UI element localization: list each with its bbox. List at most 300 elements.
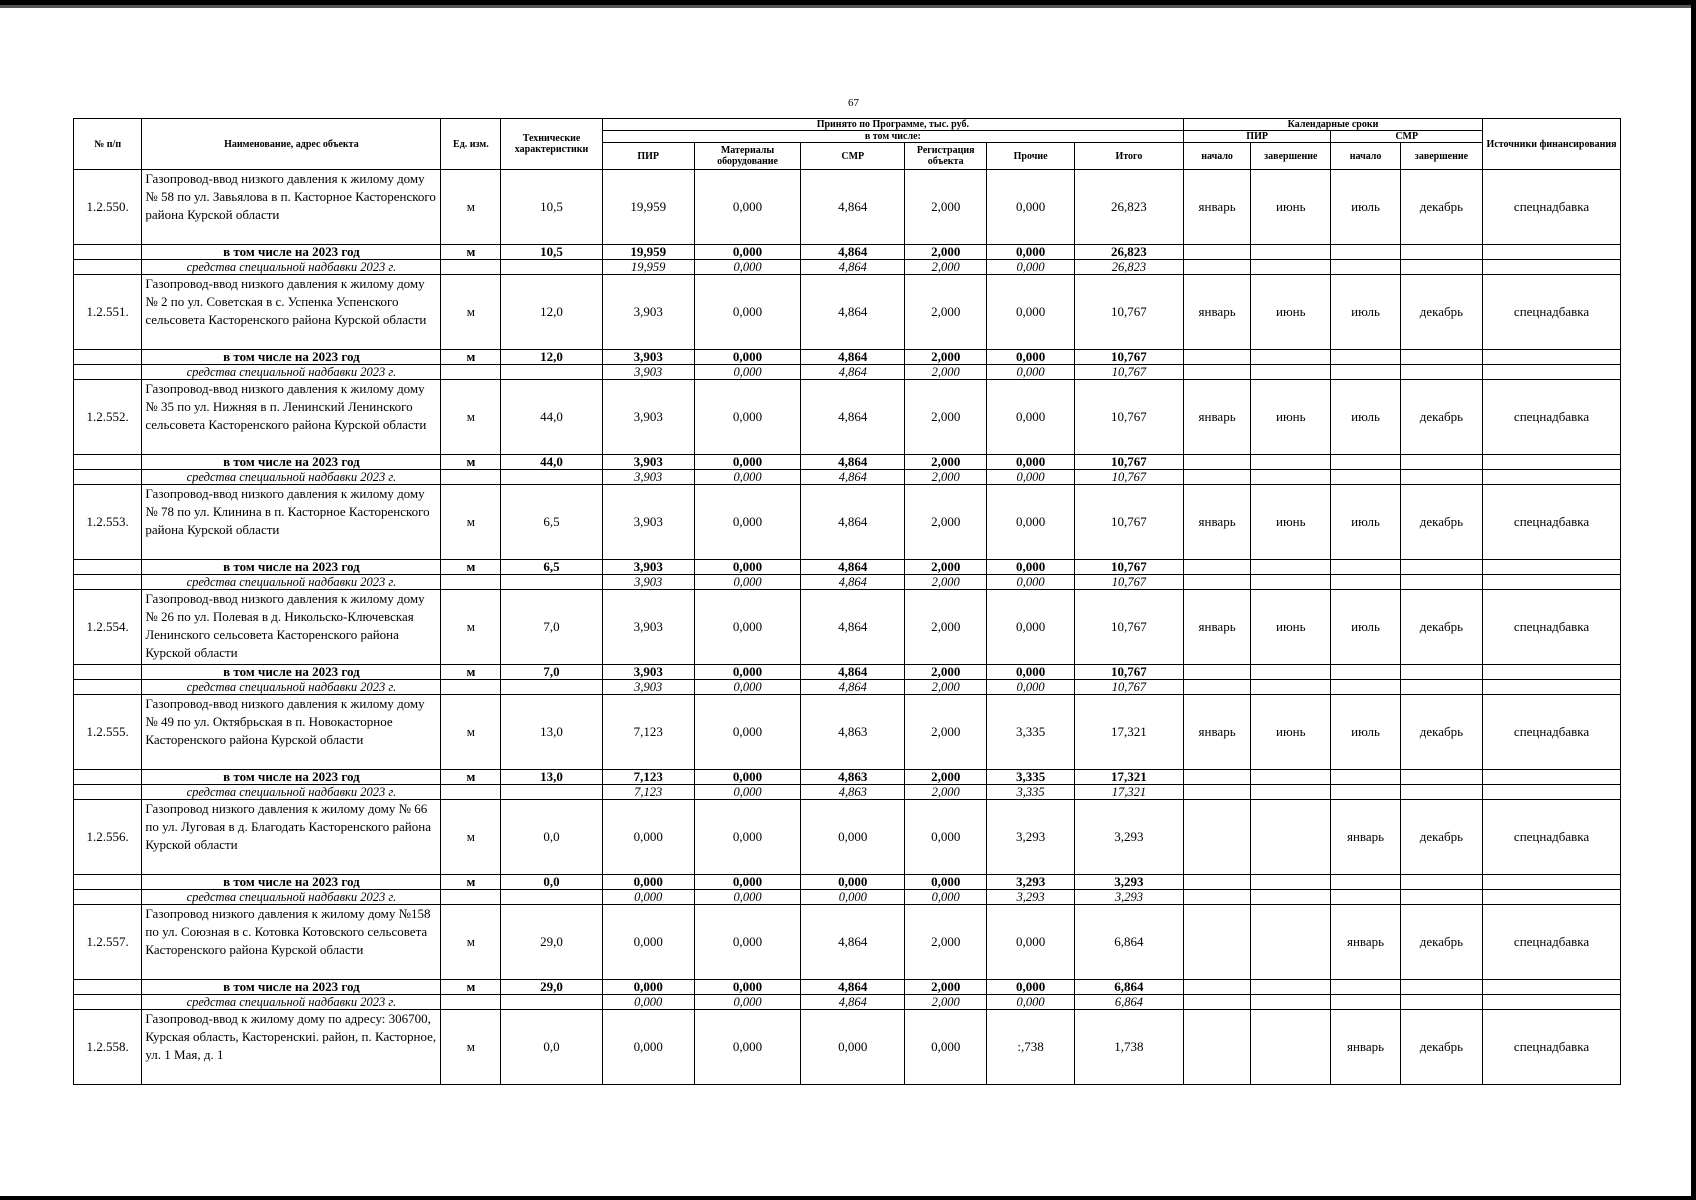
header-materials: Материалы оборудование: [694, 143, 801, 170]
scan-border-top-shadow: [0, 5, 1696, 8]
row-source: спецнадбавка: [1483, 905, 1621, 980]
year-num-cell: [74, 560, 142, 575]
special-unit-cell: [441, 785, 501, 800]
row-source: спецнадбавка: [1483, 590, 1621, 665]
special-empty-cell: [1400, 470, 1482, 485]
special-materials: 0,000: [694, 260, 801, 275]
year-subtotal-row: [74, 875, 1621, 890]
row-smr-end: декабрь: [1400, 905, 1482, 980]
row-unit: м: [441, 590, 501, 665]
special-funds-row: [74, 680, 1621, 695]
header-name: Наименование, адрес объекта: [142, 119, 441, 170]
year-smr: 4,864: [801, 665, 905, 680]
year-pir: 3,903: [602, 665, 694, 680]
row-smr: 4,864: [801, 485, 905, 560]
special-empty-cell: [1331, 785, 1400, 800]
year-label: в том числе на 2023 год: [142, 770, 441, 785]
row-smr: 4,864: [801, 905, 905, 980]
row-pir: 0,000: [602, 905, 694, 980]
row-smr: 0,000: [801, 1010, 905, 1085]
special-empty-cell: [1251, 995, 1331, 1010]
row-tech: 12,0: [501, 275, 602, 350]
special-other: 0,000: [987, 575, 1075, 590]
year-total: 3,293: [1074, 875, 1183, 890]
special-materials: 0,000: [694, 575, 801, 590]
row-num: 1.2.557.: [74, 905, 142, 980]
row-other: :,738: [987, 1010, 1075, 1085]
row-smr-end: декабрь: [1400, 695, 1482, 770]
special-funds-row: [74, 470, 1621, 485]
special-tech-cell: [501, 470, 602, 485]
year-empty-cell: [1400, 560, 1482, 575]
year-total: 10,767: [1074, 350, 1183, 365]
year-total: 10,767: [1074, 455, 1183, 470]
special-unit-cell: [441, 365, 501, 380]
year-num-cell: [74, 875, 142, 890]
row-pir-end: июнь: [1251, 275, 1331, 350]
row-registration: 2,000: [905, 485, 987, 560]
row-pir-start: январь: [1183, 590, 1250, 665]
special-num-cell: [74, 365, 142, 380]
row-tech: 29,0: [501, 905, 602, 980]
year-subtotal-row: [74, 560, 1621, 575]
year-subtotal-row: [74, 245, 1621, 260]
year-tech: 7,0: [501, 665, 602, 680]
header-unit: Ед. изм.: [441, 119, 501, 170]
special-tech-cell: [501, 680, 602, 695]
row-num: 1.2.554.: [74, 590, 142, 665]
year-label: в том числе на 2023 год: [142, 560, 441, 575]
row-pir: 19,959: [602, 170, 694, 245]
row-pir-start: январь: [1183, 170, 1250, 245]
year-smr: 4,864: [801, 245, 905, 260]
year-empty-cell: [1483, 245, 1621, 260]
year-unit: м: [441, 350, 501, 365]
special-smr: 0,000: [801, 890, 905, 905]
special-registration: 2,000: [905, 785, 987, 800]
special-smr: 4,864: [801, 575, 905, 590]
special-empty-cell: [1183, 575, 1250, 590]
table-row: [74, 1010, 1621, 1085]
year-empty-cell: [1183, 665, 1250, 680]
special-empty-cell: [1251, 785, 1331, 800]
special-empty-cell: [1400, 680, 1482, 695]
special-total: 10,767: [1074, 365, 1183, 380]
row-smr-end: декабрь: [1400, 590, 1482, 665]
row-pir-start: январь: [1183, 695, 1250, 770]
special-label: средства специальной надбавки 2023 г.: [142, 680, 441, 695]
row-pir-start: январь: [1183, 485, 1250, 560]
row-tech: 44,0: [501, 380, 602, 455]
row-tech: 0,0: [501, 1010, 602, 1085]
row-registration: 0,000: [905, 1010, 987, 1085]
year-smr: 0,000: [801, 875, 905, 890]
table-row: [74, 695, 1621, 770]
year-empty-cell: [1483, 455, 1621, 470]
special-materials: 0,000: [694, 785, 801, 800]
row-unit: м: [441, 695, 501, 770]
special-materials: 0,000: [694, 680, 801, 695]
special-empty-cell: [1251, 365, 1331, 380]
row-unit: м: [441, 170, 501, 245]
special-empty-cell: [1400, 890, 1482, 905]
year-tech: 12,0: [501, 350, 602, 365]
year-unit: м: [441, 665, 501, 680]
header-smr: СМР: [801, 143, 905, 170]
row-name: Газопровод-ввод низкого давления к жилому дому № 49 по ул. Октябрьская в п. Новокасторное Касторенского района Курской области: [142, 695, 441, 770]
page-number: 67: [848, 97, 859, 109]
special-total: 26,823: [1074, 260, 1183, 275]
row-source: спецнадбавка: [1483, 380, 1621, 455]
year-materials: 0,000: [694, 980, 801, 995]
scan-border-bottom: [0, 1196, 1696, 1200]
row-materials: 0,000: [694, 1010, 801, 1085]
row-other: 0,000: [987, 905, 1075, 980]
row-total: 10,767: [1074, 485, 1183, 560]
special-empty-cell: [1251, 470, 1331, 485]
row-materials: 0,000: [694, 590, 801, 665]
special-total: 10,767: [1074, 575, 1183, 590]
special-empty-cell: [1483, 575, 1621, 590]
year-other: 0,000: [987, 560, 1075, 575]
row-total: 10,767: [1074, 275, 1183, 350]
table-row: [74, 800, 1621, 875]
row-registration: 2,000: [905, 380, 987, 455]
row-smr-end: декабрь: [1400, 800, 1482, 875]
row-source: спецнадбавка: [1483, 485, 1621, 560]
row-smr: 4,864: [801, 590, 905, 665]
special-unit-cell: [441, 995, 501, 1010]
special-tech-cell: [501, 575, 602, 590]
header-num: № п/п: [74, 119, 142, 170]
special-registration: 2,000: [905, 995, 987, 1010]
row-other: 0,000: [987, 380, 1075, 455]
row-smr-start: июль: [1331, 590, 1400, 665]
row-name: Газопровод-ввод низкого давления к жилому дому № 58 по ул. Завьялова в п. Касторное Касторенского района Курской области: [142, 170, 441, 245]
special-tech-cell: [501, 365, 602, 380]
special-materials: 0,000: [694, 365, 801, 380]
special-num-cell: [74, 890, 142, 905]
year-registration: 2,000: [905, 455, 987, 470]
row-registration: 2,000: [905, 590, 987, 665]
special-empty-cell: [1483, 680, 1621, 695]
row-materials: 0,000: [694, 695, 801, 770]
year-empty-cell: [1400, 665, 1482, 680]
row-registration: 0,000: [905, 800, 987, 875]
special-num-cell: [74, 785, 142, 800]
year-other: 3,335: [987, 770, 1075, 785]
year-empty-cell: [1183, 980, 1250, 995]
special-empty-cell: [1251, 260, 1331, 275]
row-num: 1.2.555.: [74, 695, 142, 770]
year-num-cell: [74, 665, 142, 680]
row-other: 3,293: [987, 800, 1075, 875]
row-total: 10,767: [1074, 590, 1183, 665]
special-empty-cell: [1400, 995, 1482, 1010]
special-label: средства специальной надбавки 2023 г.: [142, 365, 441, 380]
row-name: Газопровод низкого давления к жилому дому №158 по ул. Союзная в с. Котовка Котовского сельсовета Касторенского района Курской области: [142, 905, 441, 980]
special-empty-cell: [1183, 260, 1250, 275]
row-tech: 10,5: [501, 170, 602, 245]
row-total: 17,321: [1074, 695, 1183, 770]
year-empty-cell: [1331, 770, 1400, 785]
year-total: 26,823: [1074, 245, 1183, 260]
special-pir: 19,959: [602, 260, 694, 275]
row-source: спецнадбавка: [1483, 695, 1621, 770]
year-materials: 0,000: [694, 455, 801, 470]
row-smr-start: июль: [1331, 380, 1400, 455]
special-pir: 7,123: [602, 785, 694, 800]
special-pir: 0,000: [602, 890, 694, 905]
header-cal-smr: СМР: [1331, 131, 1483, 143]
year-empty-cell: [1183, 770, 1250, 785]
row-num: 1.2.553.: [74, 485, 142, 560]
special-tech-cell: [501, 995, 602, 1010]
table-row: [74, 275, 1621, 350]
special-funds-row: [74, 785, 1621, 800]
special-empty-cell: [1400, 785, 1482, 800]
year-pir: 7,123: [602, 770, 694, 785]
row-smr-start: январь: [1331, 800, 1400, 875]
year-unit: м: [441, 560, 501, 575]
year-empty-cell: [1483, 875, 1621, 890]
row-pir-start: [1183, 800, 1250, 875]
table-row: [74, 905, 1621, 980]
row-pir: 3,903: [602, 380, 694, 455]
special-other: 0,000: [987, 365, 1075, 380]
special-materials: 0,000: [694, 470, 801, 485]
special-registration: 0,000: [905, 890, 987, 905]
year-empty-cell: [1183, 455, 1250, 470]
year-empty-cell: [1183, 560, 1250, 575]
year-pir: 19,959: [602, 245, 694, 260]
row-smr: 4,864: [801, 275, 905, 350]
special-registration: 2,000: [905, 260, 987, 275]
row-other: 3,335: [987, 695, 1075, 770]
special-empty-cell: [1331, 365, 1400, 380]
special-smr: 4,864: [801, 260, 905, 275]
year-empty-cell: [1400, 245, 1482, 260]
row-smr-end: декабрь: [1400, 275, 1482, 350]
year-materials: 0,000: [694, 245, 801, 260]
row-registration: 2,000: [905, 275, 987, 350]
row-pir-end: июнь: [1251, 170, 1331, 245]
year-materials: 0,000: [694, 875, 801, 890]
row-pir-start: январь: [1183, 380, 1250, 455]
special-label: средства специальной надбавки 2023 г.: [142, 785, 441, 800]
row-smr: 4,863: [801, 695, 905, 770]
year-subtotal-row: [74, 980, 1621, 995]
scan-border-right: [1691, 0, 1696, 1200]
header-pir-start: начало: [1183, 143, 1250, 170]
table-row: [74, 485, 1621, 560]
row-smr-start: январь: [1331, 1010, 1400, 1085]
special-other: 3,335: [987, 785, 1075, 800]
special-empty-cell: [1183, 995, 1250, 1010]
row-other: 0,000: [987, 170, 1075, 245]
special-funds-row: [74, 575, 1621, 590]
row-pir-end: июнь: [1251, 485, 1331, 560]
year-tech: 6,5: [501, 560, 602, 575]
row-materials: 0,000: [694, 905, 801, 980]
special-empty-cell: [1331, 680, 1400, 695]
year-empty-cell: [1251, 350, 1331, 365]
year-label: в том числе на 2023 год: [142, 455, 441, 470]
year-other: 0,000: [987, 665, 1075, 680]
special-num-cell: [74, 575, 142, 590]
year-empty-cell: [1331, 980, 1400, 995]
header-pir-end: завершение: [1251, 143, 1331, 170]
row-smr-start: июль: [1331, 170, 1400, 245]
year-registration: 2,000: [905, 665, 987, 680]
year-total: 6,864: [1074, 980, 1183, 995]
row-materials: 0,000: [694, 170, 801, 245]
row-tech: 13,0: [501, 695, 602, 770]
row-registration: 2,000: [905, 695, 987, 770]
program-table: [73, 118, 1621, 1085]
special-empty-cell: [1400, 260, 1482, 275]
row-source: спецнадбавка: [1483, 800, 1621, 875]
year-smr: 4,864: [801, 560, 905, 575]
header-smr-end: завершение: [1400, 143, 1482, 170]
year-pir: 3,903: [602, 560, 694, 575]
row-unit: м: [441, 275, 501, 350]
row-pir-end: [1251, 800, 1331, 875]
header-total: Итого: [1074, 143, 1183, 170]
special-empty-cell: [1183, 785, 1250, 800]
year-empty-cell: [1331, 350, 1400, 365]
year-pir: 3,903: [602, 350, 694, 365]
row-unit: м: [441, 380, 501, 455]
year-tech: 44,0: [501, 455, 602, 470]
year-unit: м: [441, 875, 501, 890]
row-total: 6,864: [1074, 905, 1183, 980]
year-registration: 2,000: [905, 245, 987, 260]
year-empty-cell: [1400, 455, 1482, 470]
row-pir: 3,903: [602, 485, 694, 560]
year-empty-cell: [1183, 350, 1250, 365]
row-other: 0,000: [987, 590, 1075, 665]
special-num-cell: [74, 995, 142, 1010]
row-total: 10,767: [1074, 380, 1183, 455]
year-num-cell: [74, 980, 142, 995]
table-row: [74, 380, 1621, 455]
year-empty-cell: [1251, 245, 1331, 260]
year-unit: м: [441, 770, 501, 785]
special-empty-cell: [1483, 890, 1621, 905]
row-materials: 0,000: [694, 275, 801, 350]
header-cal-pir: ПИР: [1183, 131, 1330, 143]
year-smr: 4,864: [801, 980, 905, 995]
special-label: средства специальной надбавки 2023 г.: [142, 890, 441, 905]
row-smr-start: июль: [1331, 275, 1400, 350]
row-pir-end: июнь: [1251, 695, 1331, 770]
year-empty-cell: [1483, 980, 1621, 995]
year-tech: 29,0: [501, 980, 602, 995]
special-total: 10,767: [1074, 470, 1183, 485]
year-empty-cell: [1400, 980, 1482, 995]
special-other: 0,000: [987, 260, 1075, 275]
special-unit-cell: [441, 260, 501, 275]
special-registration: 2,000: [905, 470, 987, 485]
year-empty-cell: [1331, 665, 1400, 680]
row-pir: 3,903: [602, 275, 694, 350]
year-unit: м: [441, 245, 501, 260]
year-total: 10,767: [1074, 560, 1183, 575]
year-tech: 10,5: [501, 245, 602, 260]
year-pir: 3,903: [602, 455, 694, 470]
row-pir: 0,000: [602, 800, 694, 875]
row-smr-end: декабрь: [1400, 380, 1482, 455]
row-total: 1,738: [1074, 1010, 1183, 1085]
special-empty-cell: [1331, 470, 1400, 485]
row-smr-start: июль: [1331, 695, 1400, 770]
special-unit-cell: [441, 470, 501, 485]
row-name: Газопровод-ввод к жилому дому по адресу: 306700, Курская область, Касторенскиі. район, п. Касторное, ул. 1 Мая, д. 1: [142, 1010, 441, 1085]
year-label: в том числе на 2023 год: [142, 980, 441, 995]
year-other: 3,293: [987, 875, 1075, 890]
year-empty-cell: [1483, 770, 1621, 785]
row-smr-end: декабрь: [1400, 485, 1482, 560]
row-source: спецнадбавка: [1483, 170, 1621, 245]
row-tech: 0,0: [501, 800, 602, 875]
row-materials: 0,000: [694, 800, 801, 875]
special-empty-cell: [1483, 995, 1621, 1010]
row-materials: 0,000: [694, 380, 801, 455]
special-pir: 3,903: [602, 470, 694, 485]
special-tech-cell: [501, 785, 602, 800]
special-registration: 2,000: [905, 680, 987, 695]
special-empty-cell: [1251, 575, 1331, 590]
year-empty-cell: [1400, 770, 1482, 785]
year-empty-cell: [1400, 875, 1482, 890]
row-num: 1.2.556.: [74, 800, 142, 875]
year-total: 17,321: [1074, 770, 1183, 785]
special-registration: 2,000: [905, 575, 987, 590]
row-source: спецнадбавка: [1483, 1010, 1621, 1085]
row-unit: м: [441, 485, 501, 560]
row-pir-end: [1251, 905, 1331, 980]
row-num: 1.2.552.: [74, 380, 142, 455]
year-materials: 0,000: [694, 560, 801, 575]
year-num-cell: [74, 350, 142, 365]
row-name: Газопровод низкого давления к жилому дому № 66 по ул. Луговая в д. Благодать Касторенского района Курской области: [142, 800, 441, 875]
special-total: 6,864: [1074, 995, 1183, 1010]
year-tech: 13,0: [501, 770, 602, 785]
row-num: 1.2.550.: [74, 170, 142, 245]
special-unit-cell: [441, 575, 501, 590]
row-smr: 0,000: [801, 800, 905, 875]
row-num: 1.2.558.: [74, 1010, 142, 1085]
year-empty-cell: [1251, 980, 1331, 995]
special-label: средства специальной надбавки 2023 г.: [142, 470, 441, 485]
year-num-cell: [74, 245, 142, 260]
year-empty-cell: [1331, 245, 1400, 260]
special-empty-cell: [1331, 260, 1400, 275]
special-smr: 4,864: [801, 365, 905, 380]
header-sources: Источники финансирования: [1483, 119, 1621, 170]
row-smr: 4,864: [801, 170, 905, 245]
special-empty-cell: [1251, 680, 1331, 695]
special-empty-cell: [1483, 470, 1621, 485]
year-empty-cell: [1483, 665, 1621, 680]
year-subtotal-row: [74, 350, 1621, 365]
year-empty-cell: [1251, 770, 1331, 785]
year-other: 0,000: [987, 350, 1075, 365]
special-empty-cell: [1400, 365, 1482, 380]
year-pir: 0,000: [602, 980, 694, 995]
year-empty-cell: [1483, 560, 1621, 575]
